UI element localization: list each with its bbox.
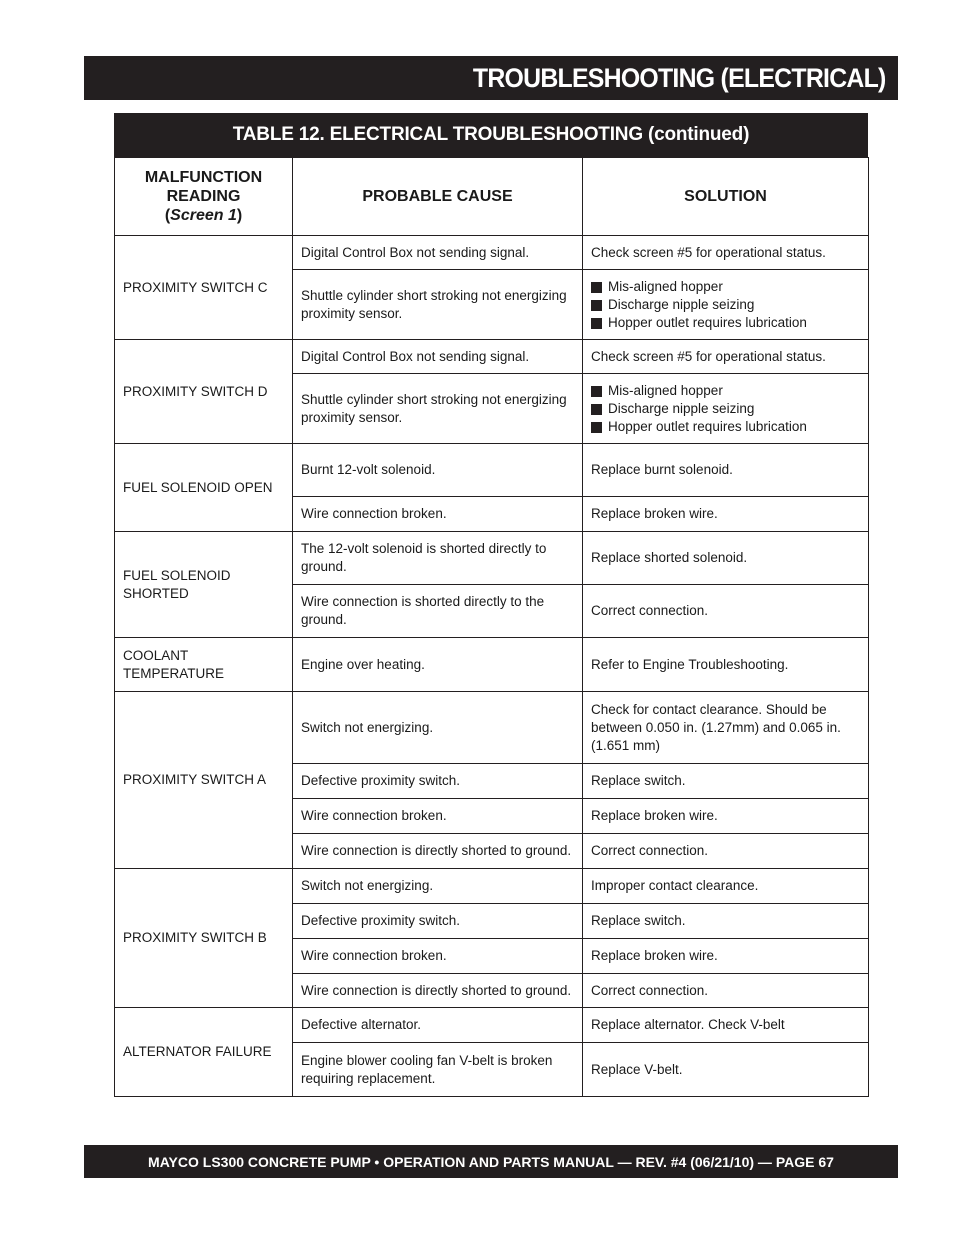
square-bullet-icon <box>591 386 602 397</box>
malfunction-cell: PROXIMITY SWITCH A <box>115 692 293 869</box>
solution-bullet-text: Discharge nipple seizing <box>608 400 755 416</box>
solution-cell: Replace burnt solenoid. <box>583 444 869 497</box>
page-header-bar <box>84 56 898 100</box>
square-bullet-icon <box>591 422 602 433</box>
malfunction-cell: PROXIMITY SWITCH D <box>115 340 293 444</box>
malfunction-cell: PROXIMITY SWITCH B <box>115 869 293 1008</box>
solution-cell: Check for contact clearance. Should be between 0.050 in. (1.27mm) and 0.065 in. (1.651 mm) <box>583 692 869 764</box>
cause-cell: Shuttle cylinder short stroking not energizing proximity sensor. <box>293 270 583 340</box>
solution-cell <box>583 270 869 340</box>
table-title: TABLE 12. ELECTRICAL TROUBLESHOOTING (continued) <box>114 113 868 157</box>
cause-cell: Wire connection broken. <box>293 799 583 834</box>
table-row <box>115 444 869 497</box>
solution-cell: Improper contact clearance. <box>583 869 869 904</box>
col-header-malfunction-line2: READING <box>166 188 241 205</box>
solution-cell: Correct connection. <box>583 834 869 869</box>
troubleshooting-table <box>114 113 868 1097</box>
solution-cell: Correct connection. <box>583 585 869 638</box>
page-title: TROUBLESHOOTING (ELECTRICAL) <box>473 62 886 93</box>
table-row <box>115 1008 869 1043</box>
troubleshooting-grid <box>114 157 869 1097</box>
solution-bullet-list <box>591 278 860 332</box>
page-footer-bar <box>84 1145 898 1178</box>
col-header-cause: PROBABLE CAUSE <box>293 158 583 236</box>
cause-cell: Engine blower cooling fan V-belt is broken requiring replacement. <box>293 1043 583 1097</box>
cause-cell: Defective proximity switch. <box>293 904 583 939</box>
table-row <box>115 236 869 270</box>
solution-bullet-item <box>591 314 860 332</box>
solution-cell: Replace broken wire. <box>583 939 869 974</box>
cause-cell: Wire connection is directly shorted to ground. <box>293 834 583 869</box>
solution-bullet-list <box>591 382 860 436</box>
cause-cell: Wire connection broken. <box>293 939 583 974</box>
cause-cell: Defective proximity switch. <box>293 764 583 799</box>
malfunction-cell: FUEL SOLENOID SHORTED <box>115 532 293 638</box>
cause-cell: Engine over heating. <box>293 638 583 692</box>
solution-cell: Replace broken wire. <box>583 799 869 834</box>
solution-cell: Replace V-belt. <box>583 1043 869 1097</box>
solution-cell: Check screen #5 for operational status. <box>583 340 869 374</box>
col-header-screen-ref: (Screen 1) <box>164 207 243 224</box>
cause-cell: Switch not energizing. <box>293 869 583 904</box>
table-row <box>115 692 869 764</box>
square-bullet-icon <box>591 282 602 293</box>
malfunction-cell: COOLANT TEMPERATURE <box>115 638 293 692</box>
solution-cell: Correct connection. <box>583 974 869 1008</box>
solution-bullet-item <box>591 382 860 400</box>
solution-bullet-text: Mis-aligned hopper <box>608 278 723 294</box>
table-body <box>115 236 869 1097</box>
cause-cell: Digital Control Box not sending signal. <box>293 236 583 270</box>
square-bullet-icon <box>591 318 602 329</box>
solution-cell: Replace switch. <box>583 904 869 939</box>
cause-cell: Digital Control Box not sending signal. <box>293 340 583 374</box>
col-header-malfunction-line1: MALFUNCTION <box>144 169 263 186</box>
column-header-row <box>115 158 869 236</box>
solution-bullet-text: Hopper outlet requires lubrication <box>608 314 807 330</box>
cause-cell: The 12-volt solenoid is shorted directly to ground. <box>293 532 583 585</box>
cause-cell: Defective alternator. <box>293 1008 583 1043</box>
solution-cell: Check screen #5 for operational status. <box>583 236 869 270</box>
col-header-malfunction <box>115 158 293 236</box>
solution-cell: Replace shorted solenoid. <box>583 532 869 585</box>
solution-bullet-text: Hopper outlet requires lubrication <box>608 418 807 434</box>
cause-cell: Switch not energizing. <box>293 692 583 764</box>
solution-bullet-item <box>591 278 860 296</box>
malfunction-cell: ALTERNATOR FAILURE <box>115 1008 293 1097</box>
solution-cell: Replace switch. <box>583 764 869 799</box>
solution-bullet-text: Mis-aligned hopper <box>608 382 723 398</box>
solution-bullet-text: Discharge nipple seizing <box>608 296 755 312</box>
table-row <box>115 532 869 585</box>
solution-bullet-item <box>591 400 860 418</box>
malfunction-cell: FUEL SOLENOID OPEN <box>115 444 293 532</box>
cause-cell: Wire connection broken. <box>293 497 583 532</box>
malfunction-cell: PROXIMITY SWITCH C <box>115 236 293 340</box>
col-header-solution: SOLUTION <box>583 158 869 236</box>
table-row <box>115 638 869 692</box>
solution-cell: Replace broken wire. <box>583 497 869 532</box>
table-row <box>115 869 869 904</box>
cause-cell: Burnt 12-volt solenoid. <box>293 444 583 497</box>
square-bullet-icon <box>591 300 602 311</box>
table-row <box>115 340 869 374</box>
footer-text: MAYCO LS300 CONCRETE PUMP • OPERATION AND PARTS MANUAL — REV. #4 (06/21/10) — PAGE 67 <box>148 1153 834 1170</box>
solution-bullet-item <box>591 418 860 436</box>
solution-bullet-item <box>591 296 860 314</box>
solution-cell <box>583 374 869 444</box>
cause-cell: Shuttle cylinder short stroking not energizing proximity sensor. <box>293 374 583 444</box>
square-bullet-icon <box>591 404 602 415</box>
solution-cell: Replace alternator. Check V-belt <box>583 1008 869 1043</box>
solution-cell: Refer to Engine Troubleshooting. <box>583 638 869 692</box>
cause-cell: Wire connection is directly shorted to ground. <box>293 974 583 1008</box>
cause-cell: Wire connection is shorted directly to the ground. <box>293 585 583 638</box>
